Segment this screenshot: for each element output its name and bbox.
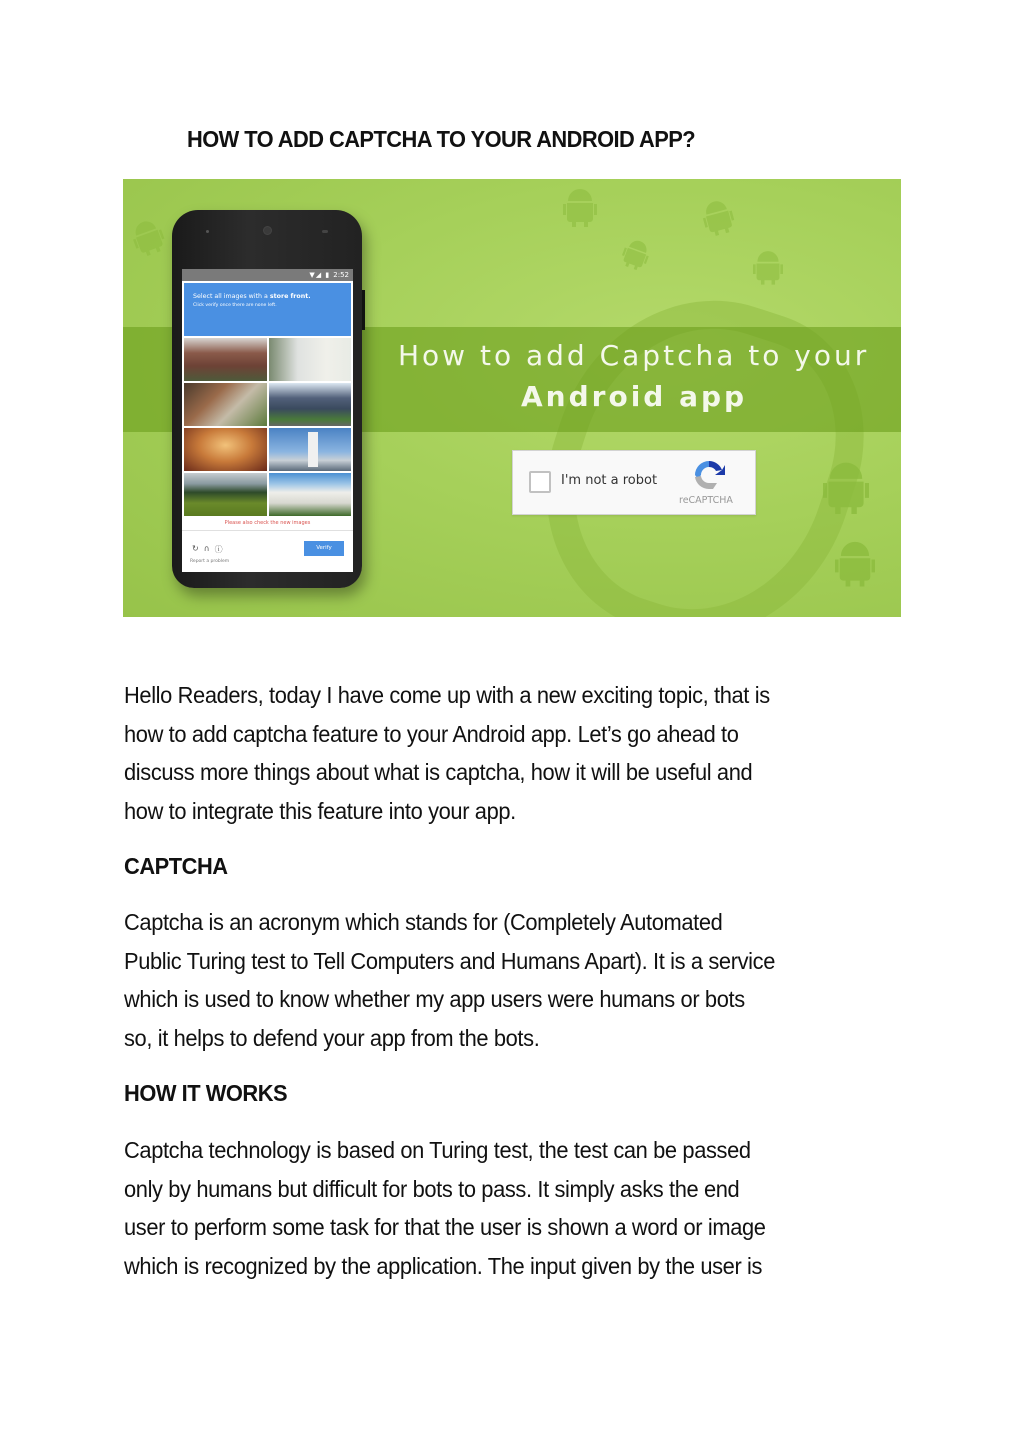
reload-icon[interactable]: ↻ xyxy=(192,544,199,553)
captcha-image-tile[interactable] xyxy=(184,383,267,426)
captcha-image-tile[interactable] xyxy=(184,428,267,471)
verify-button[interactable]: Verify xyxy=(304,541,344,556)
text-line: Public Turing test to Tell Computers and Humans Apart). It is a service xyxy=(124,947,775,974)
phone-speaker xyxy=(322,230,328,233)
text-line: which is used to know whether my app users were humans or bots xyxy=(124,986,745,1013)
text-line: Hello Readers, today I have come up with a new exciting topic, that is xyxy=(124,682,770,708)
status-time: 2:52 xyxy=(333,271,349,279)
text-line: Captcha technology is based on Turing test, the test can be passed xyxy=(124,1137,751,1163)
info-icon[interactable]: ⓘ xyxy=(214,545,223,554)
page-title: HOW TO ADD CAPTCHA TO YOUR ANDROID APP? xyxy=(187,126,696,152)
banner-headline-line1: How to add Captcha to your xyxy=(398,339,870,372)
android-mascot-icon xyxy=(753,249,783,285)
recaptcha-widget xyxy=(512,450,756,515)
challenge-footer-icons xyxy=(192,544,223,555)
challenge-error-message: Please also check the new images xyxy=(224,520,311,526)
captcha-image-tile[interactable] xyxy=(269,428,352,471)
recaptcha-logo-icon xyxy=(691,457,727,493)
challenge-subtitle: Click verify once there are none left. xyxy=(193,303,277,308)
hero-banner-image xyxy=(123,179,901,617)
challenge-divider xyxy=(182,530,353,531)
captcha-paragraph xyxy=(124,903,914,1057)
text-line: Captcha is an acronym which stands for (Completely Automated xyxy=(124,909,723,935)
captcha-image-tile[interactable] xyxy=(269,338,352,381)
android-mascot-icon xyxy=(823,459,869,515)
text-line: how to add captcha feature to your Android app. Let’s go ahead to xyxy=(124,720,739,747)
status-bar xyxy=(182,269,353,281)
captcha-image-tile[interactable] xyxy=(269,383,352,426)
section-heading-captcha: CAPTCHA xyxy=(124,853,228,879)
challenge-title xyxy=(193,293,351,300)
phone-camera xyxy=(263,226,272,235)
recaptcha-brand: reCAPTCHA xyxy=(679,495,733,506)
recaptcha-checkbox-label: I'm not a robot xyxy=(561,473,658,488)
report-problem-link[interactable]: Report a problem xyxy=(190,559,230,564)
text-line: only by humans but difficult for bots to pass. It simply asks the end xyxy=(124,1175,740,1202)
banner-headline-line2: Android app xyxy=(521,380,748,413)
text-line: user to perform some task for that the user is shown a word or image xyxy=(124,1214,766,1241)
not-a-robot-checkbox[interactable] xyxy=(529,471,551,493)
challenge-title-prefix: Select all images with a xyxy=(193,293,270,300)
android-mascot-icon xyxy=(835,539,875,587)
captcha-image-tile[interactable] xyxy=(269,473,352,516)
challenge-title-keyword: store front. xyxy=(269,293,311,300)
phone-side-button xyxy=(362,290,365,330)
captcha-image-tile[interactable] xyxy=(184,338,267,381)
text-line: discuss more things about what is captcha, how it will be useful and xyxy=(124,759,753,786)
text-line: which is recognized by the application. The input given by the user is xyxy=(124,1252,763,1279)
text-line: so, it helps to defend your app from the bots. xyxy=(124,1024,540,1051)
android-mascot-icon xyxy=(128,215,169,259)
status-icons: ▼◢ ▮ xyxy=(309,271,331,279)
how-it-works-paragraph xyxy=(124,1131,914,1285)
section-heading-how-it-works: HOW IT WORKS xyxy=(124,1080,288,1106)
text-line: how to integrate this feature into your app. xyxy=(124,797,516,824)
phone-mockup xyxy=(172,210,362,588)
android-mascot-icon xyxy=(619,235,654,272)
intro-paragraph xyxy=(124,676,914,830)
phone-sensor xyxy=(206,230,209,233)
android-mascot-icon xyxy=(563,187,597,227)
headphones-icon[interactable]: ∩ xyxy=(203,544,210,553)
captcha-image-tile[interactable] xyxy=(184,473,267,516)
captcha-challenge-header xyxy=(184,283,351,336)
phone-screen xyxy=(182,269,353,572)
captcha-image-grid xyxy=(184,338,351,516)
android-mascot-icon xyxy=(699,196,737,239)
